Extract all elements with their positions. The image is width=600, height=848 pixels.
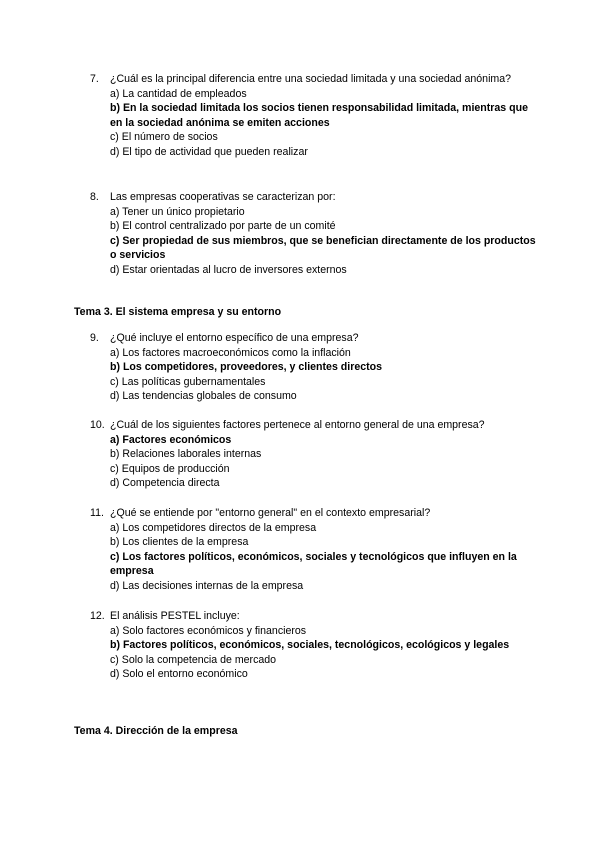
option-a-correct: a) Factores económicos: [110, 433, 232, 446]
option-b-correct: b) En la sociedad limitada los socios tienen responsabilidad limitada, mientras que en la sociedad anónima se emiten acciones: [110, 102, 528, 129]
option-b: b) Relaciones laborales internas: [110, 448, 262, 461]
option-d: d) Competencia directa: [110, 477, 220, 490]
question-text: ¿Qué incluye el entorno específico de una empresa?: [110, 332, 359, 344]
question-number: 10.: [90, 419, 105, 431]
option-a: a) Solo factores económicos y financieros: [110, 624, 307, 637]
option-b-correct: b) Factores políticos, económicos, sociales, tecnológicos, ecológicos y legales: [110, 639, 510, 652]
section-heading-tema-3: Tema 3. El sistema empresa y su entorno: [74, 306, 282, 318]
question-7: [90, 72, 540, 160]
question-number: 12.: [90, 610, 105, 622]
question-10: [90, 418, 540, 491]
option-a: a) Los factores macroeconómicos como la inflación: [110, 346, 351, 359]
option-a: a) Tener un único propietario: [110, 205, 245, 218]
question-9: [90, 331, 540, 404]
question-8: [90, 190, 540, 278]
question-text: El análisis PESTEL incluye:: [110, 610, 240, 622]
section-heading-tema-4: Tema 4. Dirección de la empresa: [74, 725, 238, 737]
question-text: ¿Qué se entiende por "entorno general" en el contexto empresarial?: [110, 507, 431, 519]
question-number: 7.: [90, 73, 99, 85]
option-c-correct: c) Los factores políticos, económicos, sociales y tecnológicos que influyen en la empresa: [110, 550, 517, 578]
option-d: d) Las decisiones internas de la empresa: [110, 579, 304, 592]
option-b: b) Los clientes de la empresa: [110, 536, 249, 549]
question-text: ¿Cuál es la principal diferencia entre una sociedad limitada y una sociedad anónima?: [110, 73, 512, 85]
option-c-correct: c) Ser propiedad de sus miembros, que se benefician directamente de los productos o servicios: [110, 234, 536, 262]
option-d: d) Estar orientadas al lucro de inversores externos: [110, 263, 347, 276]
option-b: b) El control centralizado por parte de un comité: [110, 220, 336, 233]
option-d: d) El tipo de actividad que pueden realizar: [110, 145, 308, 158]
option-a: a) La cantidad de empleados: [110, 87, 247, 100]
question-number: 11.: [90, 507, 104, 519]
question-text: ¿Cuál de los siguientes factores pertenece al entorno general de una empresa?: [110, 419, 485, 431]
option-b-correct: b) Los competidores, proveedores, y clientes directos: [110, 361, 382, 374]
question-12: [90, 609, 540, 682]
option-d: d) Solo el entorno económico: [110, 668, 248, 681]
option-c: c) Las políticas gubernamentales: [110, 375, 266, 388]
option-a: a) Los competidores directos de la empresa: [110, 521, 317, 534]
question-text: Las empresas cooperativas se caracterizan por:: [110, 191, 336, 203]
question-11: [90, 506, 540, 594]
option-d: d) Las tendencias globales de consumo: [110, 390, 297, 403]
option-c: c) El número de socios: [110, 131, 218, 144]
question-number: 9.: [90, 332, 99, 344]
question-number: 8.: [90, 191, 99, 203]
option-c: c) Solo la competencia de mercado: [110, 653, 277, 666]
option-c: c) Equipos de producción: [110, 462, 230, 475]
